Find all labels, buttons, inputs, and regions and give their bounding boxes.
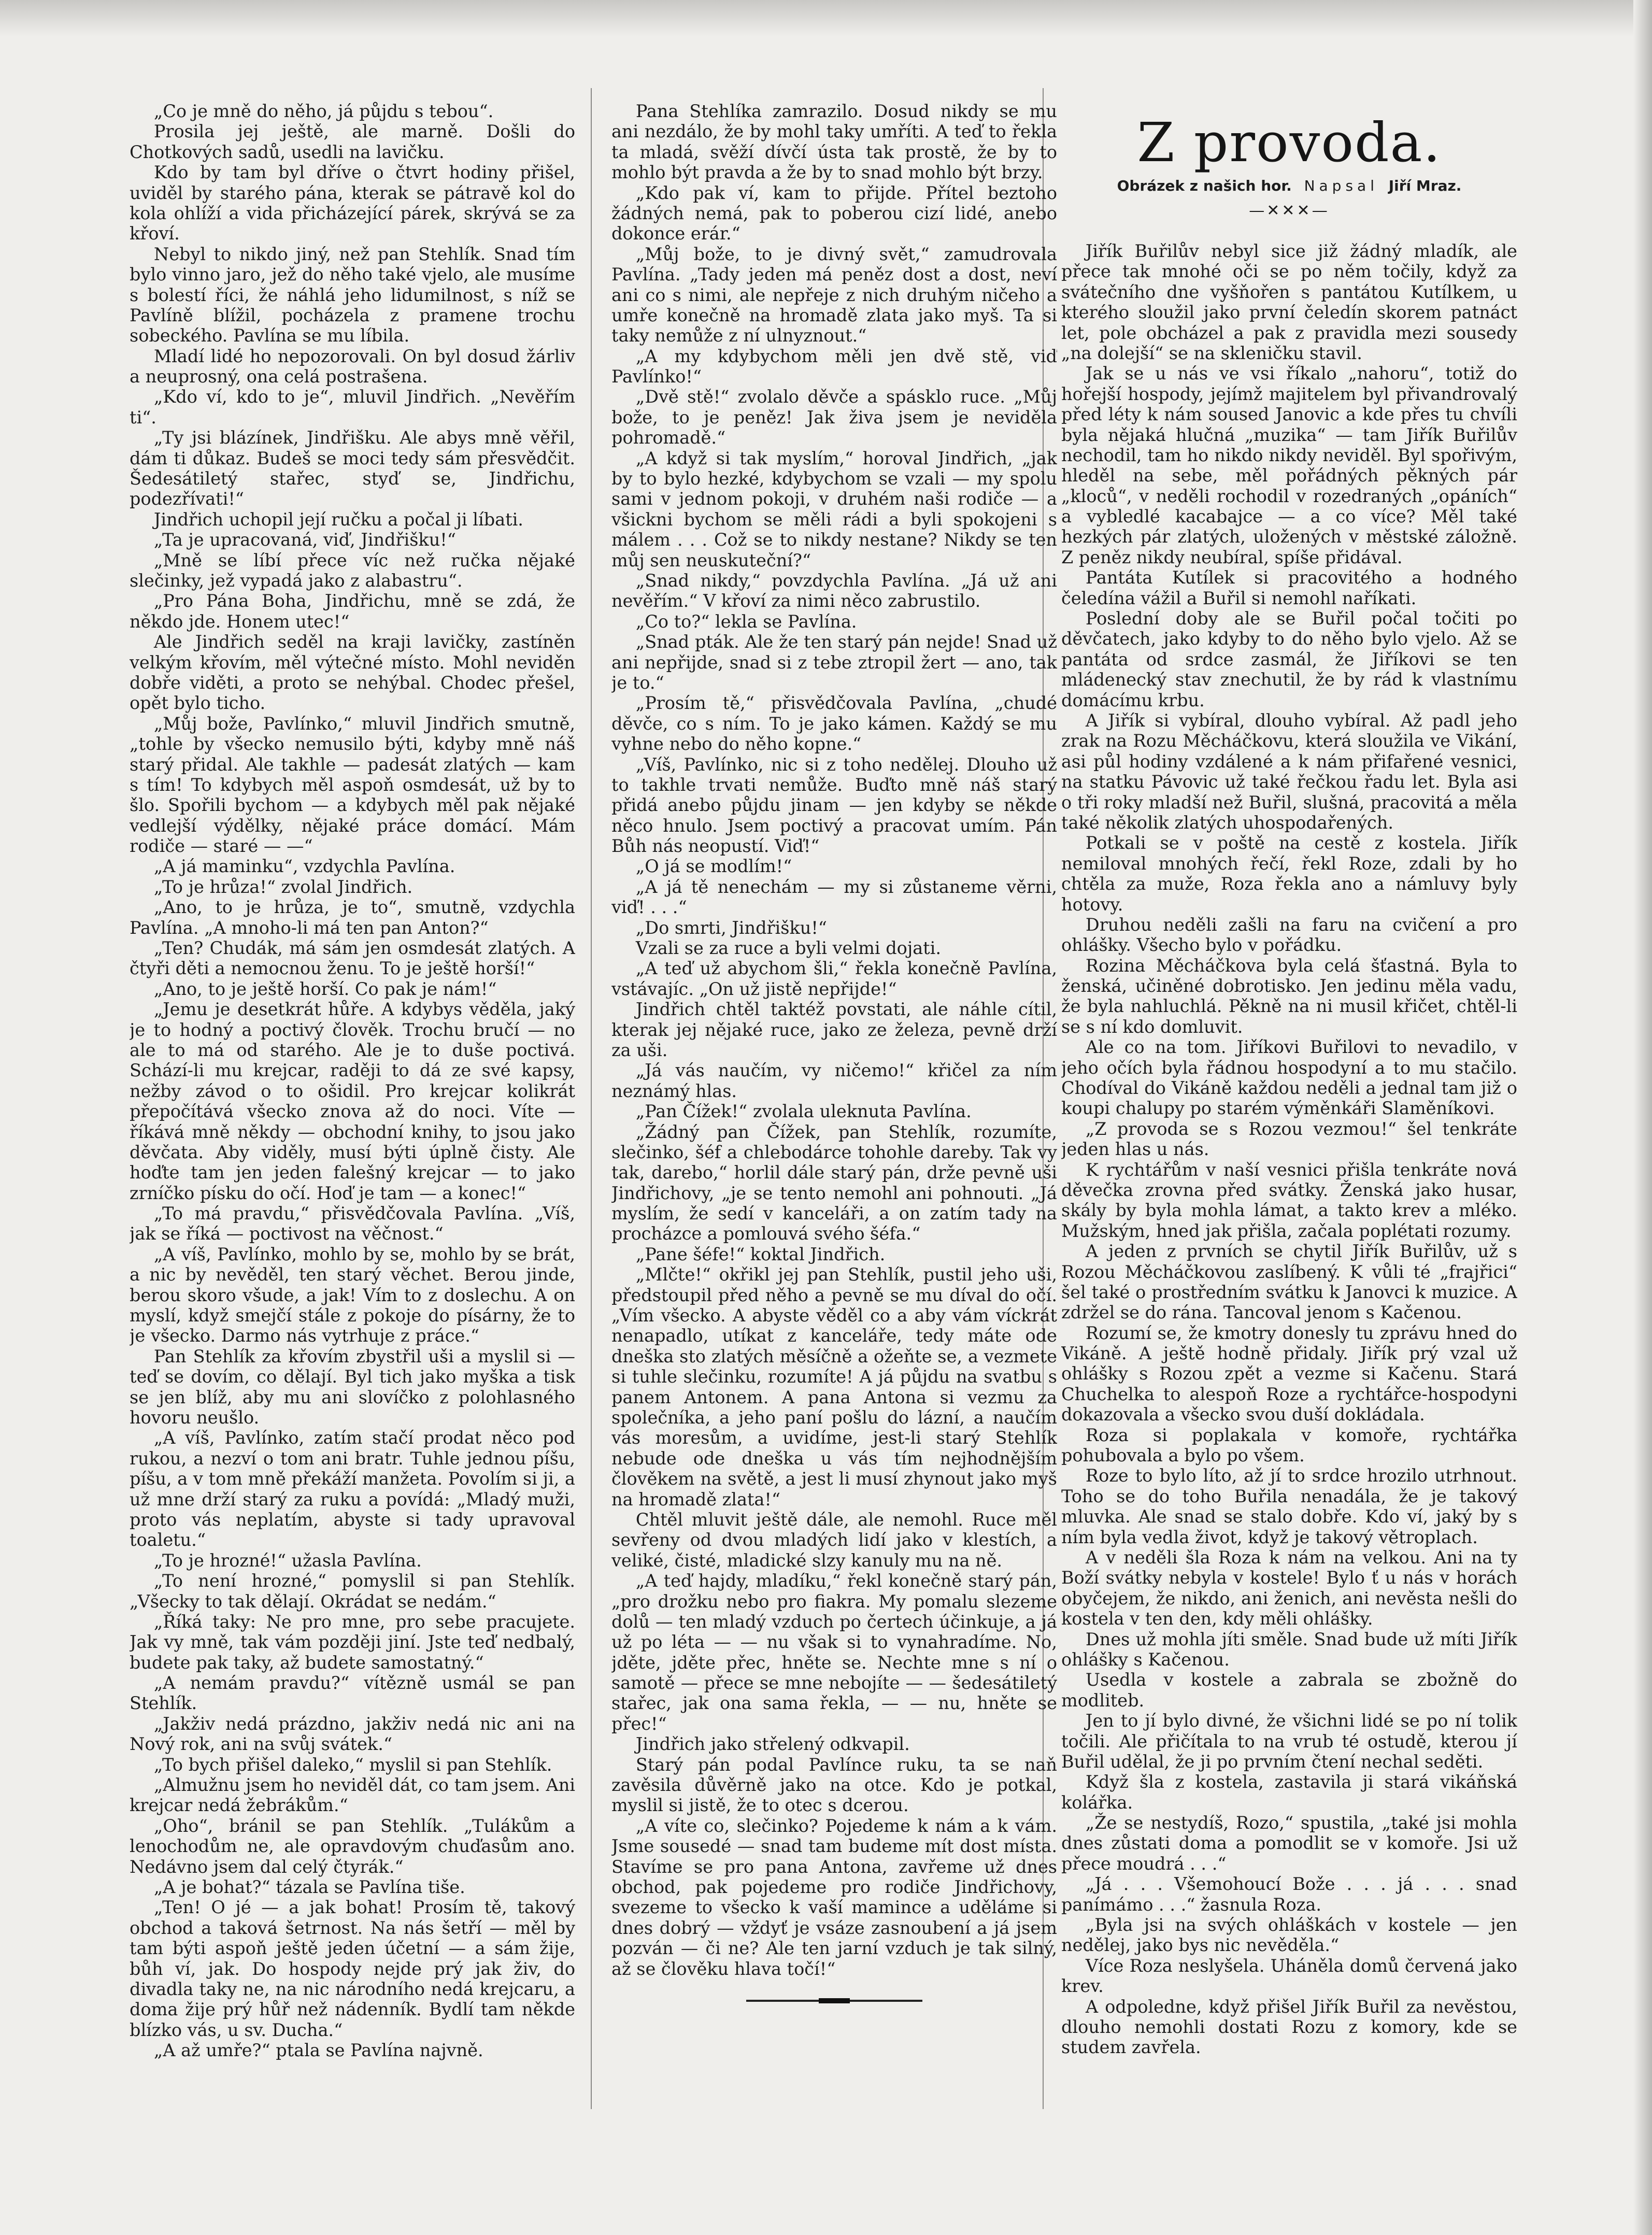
paragraph: Jak se u nás ve vsi říkalo „nahoru“, totiž do hořejší hospody, jejímž majitelem byl přivandrovalý před léty k nám soused Janovic a kde přes tu chvíli byla nějaká hlučná „muzika“ — tam Jiřík Buřilův nechodil, tam ho nikdo nikdy neviděl. Byl spořivým, hleděl na sebe, měl pořádných pěkných pár „kloců“, v neděli rochodil v rozedraných „opáních“ a vybledlé kacabajce — a co více? Měl také hezkých pár zlatých, uložených v městské záložně. Z peněz nikdy neubíral, spíše přidával. [1061,363,1517,567]
paragraph: „Ano, to je ještě horší. Co pak je nám!“ [153,978,497,999]
paragraph: Usedla v kostele a zabrala se zbožně do modliteb. [1061,1670,1517,1711]
paragraph: „A nemám pravdu?“ vítězně usmál se pan Stehlík. [130,1673,575,1714]
column-right-body [1061,241,1517,2058]
paragraph: „Co je mně do něho, já půjdu s tebou“. [153,101,494,121]
story-end-rule [611,2000,1057,2003]
paragraph: „Kdo pak ví, kam to přijde. Přítel beztoho žádných nemá, pak to poberou cizí lidé, anebo dokonce erár.“ [611,182,1057,244]
paragraph: „Ta je upracovaná, viď, Jindřišku!“ [153,530,456,550]
column-middle-body [611,101,1057,1979]
paragraph: „A až umře?“ ptala se Pavlína najvně. [153,2040,483,2061]
paragraph: „A já maminku“, vzdychla Pavlína. [153,856,455,877]
paragraph: Jen to jí bylo divné, že všichni lidé se po ní tolik točili. Ale přičítala to na vrub té ostudě, kterou jí Buřil udělal, že ji po prvním čtení nechal seděti. [1061,1711,1517,1772]
column-right [1061,106,1517,2081]
paragraph: „Ten! O jé — a jak bohat! Prosím tě, takový obchod a taková šetrnost. Na nás šetří — měl by tam býti aspoň ještě jeden účetní — a sám žije, bůh ví, jak. Do hospody nejde prý jak živ, do divadla taky ne, na nic národního nedá krejcaru, a doma žije prý hůř než nádenník. Bydlí tam někde blízko vás, u sv. Ducha.“ [130,1897,575,2040]
paragraph: Vzali se za ruce a byli velmi dojati. [635,938,942,959]
paragraph: „Ty jsi blázínek, Jindřišku. Ale abys mně věřil, dám ti důkaz. Budeš se moci tedy sám přesvědčit. Šedesátiletý stařec, styď se, Jindřichu, podezřívati!“ [130,428,575,509]
paragraph: Kdo by tam byl dříve o čtvrt hodiny přišel, uviděl by starého pána, kterak se pátravě kol do kola ohlíží a vida přicházející párek, skrývá se za křoví. [130,162,575,244]
paragraph: Poslední doby ale se Buřil počal točiti po děvčatech, jako kdyby to do něho bylo vjelo. Až se pantáta od srdce zasmál, že Jiříkovi se ten mládenecký stav znechutil, že by rád k vlastnímu domácímu krbu. [1061,608,1517,710]
paragraph: „Ten? Chudák, má sám jen osmdesát zlatých. A čtyři děti a nemocnou ženu. To je ještě horší!“ [130,938,575,979]
paragraph: Pan Stehlík za křovím zbystřil uši a myslil si — teď se dovím, co dělají. Byl tich jako myška a tisk se jen blíž, aby mu ani slovíčko z polohlasného hovoru neušlo. [130,1346,575,1428]
paragraph: „Můj bože, Pavlínko,“ mluvil Jindřich smutně, „tohle by všecko nemusilo býti, kdyby mně náš starý přidal. Ale takhle — padesát zlatých — kam s tím! To kdybych měl aspoň osmdesát, už by to šlo. Spořili bychom — a kdybych měl pak nějaké vedlejší výdělky, nějaké práce domácí. Mám rodiče — staré — —“ [130,713,575,857]
paragraph: Ale Jindřich seděl na kraji lavičky, zastíněn velkým křovím, měl výtečné místo. Mohl neviděn dobře viděti, a proto se nehýbal. Chodec přešel, opět bylo ticho. [130,632,575,714]
paragraph: „To je hrůza!“ zvolal Jindřich. [153,876,413,897]
paragraph: „A teď už abychom šli,“ řekla konečně Pavlína, vstávajíc. „On už jistě nepřijde!“ [611,958,1057,999]
paragraph: Rozumí se, že kmotry donesly tu zprávu hned do Vikáně. A ještě hodně přidaly. Jiřík prý vzal už ohlášky s Rozou zpět a vezme si Kačenu. Stará Chuchelka to alespoň Roze a rychtářce-hospodyni dokazovala a všecko svou duší dokládala. [1061,1322,1517,1425]
paragraph: „Víš, Pavlínko, nic si z toho nedělej. Dlouho už to takhle trvati nemůže. Buďto mně náš starý přidá anebo půjdu jinam — jen kdyby se někde něco hnulo. Jsem poctivý a pracovat umím. Pán Bůh nás neopustí. Viď!“ [611,754,1057,857]
paragraph: „Jemu je desetkrát hůře. A kdybys věděla, jaký je to hodný a poctivý člověk. Trochu bručí — no ale to má od starého. Ale je to duše poctivá. Schází-li mu krejcar, raději to dá ze své kapsy, nežby závod o to ošidil. Pro krejcar kolikrát přepočítává všecko znova až do noci. Víte — říkává mně někdy — obchodní knihy, to jsou jako děvčata. Aby viděly, musí býti úplně čisty. Ale hoďte tam jen jeden falešný krejcar — to jako zrníčko písku do očí. Hoď je tam — a konec!“ [130,999,575,1203]
story-title: Z provoda. [1137,111,1442,174]
paragraph: „A víte co, slečinko? Pojedeme k nám a k vám. Jsme sousedé — snad tam budeme mít dost místa. Stavíme se pro pana Antona, zavřeme už dnes obchod, pak pojedeme pro rodiče Jindřichovy, svezeme to všecko k vaší mamince a uděláme si dnes dobrý — vždyť je vsáze zasnoubení a já jsem pozván — či ne? Ale ten jarní vzduch je tak silný, až se člověku hlava točí!“ [611,1815,1057,1979]
column-rule-left [591,88,592,2109]
paragraph: Jindřich uchopil její ručku a počal ji líbati. [153,509,523,530]
story-subtitle-line [1061,177,1517,195]
paragraph: A Jiřík si vybíral, dlouho vybíral. Až padl jeho zrak na Rozu Měcháčkovu, která sloužila ve Vikání, asi půl hodiny vzdálené a k nám přifařené vesnici, na statku Pávovic už také řečkou řadu let. Byla asi o tři roky mladší než Buřil, slušná, pracovitá a měla také několik zlatých uhospodařených. [1061,710,1517,833]
paragraph: Mladí lidé ho nepozorovali. On byl dosud žárliv a neuprosný, ona celá postrašena. [130,346,575,387]
paragraph: Pantáta Kutílek si pracovitého a hodného čeledína vážil a Buřil si nemohl naříkati. [1061,567,1517,608]
end-rule-right [850,2000,922,2002]
paragraph: Ale co na tom. Jiříkovi Buřilovi to nevadilo, v jeho očích byla řádnou hospodyní a to mu stačilo. Chodíval do Vikáně každou neděli a jednal tam již o koupi chalupy po starém výměnkáři Slaměníkovi. [1061,1037,1517,1119]
paragraph: A odpoledne, když přišel Jiřík Buřil za nevěstou, dlouho nemohli dostati Rozu z komory, kde se studem zavřela. [1061,1996,1517,2058]
paragraph: „A víš, Pavlínko, zatím stačí prodat něco pod rukou, a nezví o tom ani bratr. Tuhle jednou píšu, píšu, a v tom mně překáží manžeta. Povolím si ji, a už mne drží starý za ruku a povídá: „Mladý muži, proto vás neplatím, abyste si tady upravoval toaletu.“ [130,1428,575,1550]
paragraph: Starý pán podal Pavlínce ruku, ta se naň zavěsila důvěrně jako na otce. Kdo je potkal, myslil si jistě, že to otec s dcerou. [611,1754,1057,1816]
paragraph: Dnes už mohla jíti směle. Snad bude už míti Jiřík ohlášky s Kačenou. [1061,1629,1517,1670]
paragraph: „A já tě nenechám — my si zůstaneme věrni, viď! . . .“ [611,876,1057,918]
paragraph: Roza si poplakala v komoře, rychtářka pohubovala a bylo po všem. [1061,1425,1517,1466]
paragraph: „Já . . . Všemohoucí Bože . . . já . . . snad panímámo . . .“ žasnula Roza. [1061,1874,1517,1915]
column-left [130,101,575,2086]
paragraph: „Oho“, bránil se pan Stehlík. „Tulákům a lenochodům ne, ale opravdovým chuďasům ano. Nedávno jsem dal celý čtyrák.“ [130,1815,575,1877]
paragraph: Když šla z kostela, zastavila ji stará vikáňská kolářka. [1061,1772,1517,1813]
paragraph: „Byla jsi na svých ohláškách v kostele — jen nedělej, jako bys nic nevěděla.“ [1061,1915,1517,1956]
paragraph: Nebyl to nikdo jiný, než pan Stehlík. Snad tím bylo vinno jaro, jež do něho také vjelo, ale musíme s bolestí říci, že náhlá jeho lidumilnost, s níž se Pavlíně blížil, pocházela z pramene trochu sobeckého. Pavlína se mu líbila. [130,244,575,346]
paragraph: Druhou neděli zašli na faru na cvičení a pro ohlášky. Všecho bylo v pořádku. [1061,914,1517,956]
ornament-divider: —✕✕✕— [1249,202,1330,220]
paragraph: A jeden z prvních se chytil Jiřík Buřilův, už s Rozou Měcháčkovou zaslíbený. K vůli té „frajřici“ šel také o prostředním svátku k Janovci k muzice. A zdržel se do rána. Tancoval jenom s Kačenou. [1061,1241,1517,1323]
paragraph: „Snad pták. Ale že ten starý pán nejde! Snad už ani nepřijde, snad si z tebe ztropil žert — ano, tak je to.“ [611,632,1057,693]
column-middle [611,101,1057,2029]
story-author: Jiří Mraz. [1388,177,1462,194]
paragraph: „A když si tak myslím,“ horoval Jindřich, „jak by to bylo hezké, kdybychom se vzali — my spolu sami v jednom pokoji, v druhém naši rodiče — a všickni bychom se měli rádi a byli spokojeni s málem . . . Což se to nikdy nestane? Nikdy se ten můj sen neuskuteční?“ [611,448,1057,571]
paragraph: „To je hrozné!“ užasla Pavlína. [153,1550,422,1571]
paragraph: „Říká taky: Ne pro mne, pro sebe pracujete. Jak vy mně, tak vám později jiní. Jste teď nedbalý, budete pak taky, až budete samostatný.“ [130,1611,575,1673]
paragraph: „Mlčte!“ okřikl jej pan Stehlík, pustil jeho uši, předstoupil před něho a pevně se mu díval do očí. „Vím všecko. A abyste věděl co a aby vám víckrát nenapadlo, utíkat z kanceláře, tedy máte ode dneška sto zlatých měsíčně a ožeňte se, a vezmete si tuhle slečinku, rozumíte! A já půjdu na svatbu s panem Antonem. A pana Antona si vezmu za společníka, a jeho paní pošlu do lázní, a naučím vás moresům, a uvidíme, jest-li starý Stehlík nebude ode dneška u vás tím nejhodnějším člověkem na světě, a jest li musí zhynout jako myš na hromadě zlata!“ [611,1264,1057,1510]
paragraph: „O já se modlím!“ [635,856,792,877]
paragraph: „Žádný pan Čížek, pan Stehlík, rozumíte, slečinko, šéf a chlebodárce tohohle dareby. Tak vy tak, darebo,“ horlil dále starý pán, drže pevně uši Jindřichovy, „je se tento nemohl ani pohnouti. „Já myslím, že sedí v kanceláři, a on zatím tady na procházce a pomlouvá svého šéfa.“ [611,1121,1057,1244]
paragraph: „To není hrozné,“ pomyslil si pan Stehlík. „Všecky to tak dělají. Okrádat se nedám.“ [130,1571,575,1612]
paragraph: „Ano, to je hrůza, je to“, smutně, vzdychla Pavlína. „A mnoho-li má ten pan Anton?“ [130,897,575,938]
paragraph: „Pane šéfe!“ koktal Jindřich. [635,1244,886,1264]
paragraph: „Almužnu jsem ho neviděl dát, co tam jsem. Ani krejcar nedá žebrákům.“ [130,1775,575,1816]
page-right-edge [1633,0,1652,2235]
paragraph: Pana Stehlíka zamrazilo. Dosud nikdy se mu ani nezdálo, že by mohl taky umříti. A teď to řekla ta mladá, svěží dívčí ústa tak prostě, že by to mohlo být pravda a že by to snad mohlo být brzy. [611,101,1057,183]
paragraph: Roze to bylo líto, až jí to srdce hrozilo utrhnout. Toho se do toho Buřila nenadála, že je takový mluvka. Ale snad se stalo dobře. Kdo ví, jaký by s ním byla vedla život, když je takový větroplach. [1061,1465,1517,1547]
story-subtitle: Obrázek z našich hor. [1117,177,1292,194]
paragraph: „Co to?“ lekla se Pavlína. [635,611,857,632]
paragraph: „Prosím tě,“ přisvědčovala Pavlína, „chudé děvče, co s ním. To je jako kámen. Každý se mu vyhne nebo do něho kopne.“ [611,693,1057,755]
paragraph: Jindřich jako střelený odkvapil. [635,1734,910,1755]
paragraph: „Pan Čížek!“ zvolala uleknuta Pavlína. [635,1101,972,1122]
paragraph: „Že se nestydíš, Rozo,“ spustila, „také jsi mohla dnes zůstati doma a pomodlit se v komoře. Jsi už přece moudrá . . .“ [1061,1813,1517,1874]
paragraph: „Pro Pána Boha, Jindřichu, mně se zdá, že někdo jde. Honem utec!“ [130,591,575,632]
paragraph: „A víš, Pavlínko, mohlo by se, mohlo by se brát, a nic by nevěděl, ten starý věchet. Berou jinde, berou skoro všude, a jak! Vím to z doslechu. A on myslí, když smejčí stále z pokoje do písárny, že to je všecko. Darmo nás vytrhuje z práce.“ [130,1244,575,1346]
paragraph: Prosila jej ještě, ale marně. Došli do Chotkových sadů, usedli na lavičku. [130,121,575,162]
paragraph: A v neděli šla Roza k nám na velkou. Ani na ty Boží svátky nebyla v kostele! Bylo ť u nás v horách obyčejem, že nikdo, ani ženich, ani nevěsta nešli do kostela v ten den, kdy měli ohlášky. [1061,1547,1517,1629]
byline-prefix: Napsal [1304,177,1378,194]
paragraph: „Do smrti, Jindřišku!“ [635,917,827,938]
paragraph: „Mně se líbí přece víc než ručka nějaké slečinky, jež vypadá jako z alabastru“. [130,550,575,591]
paragraph: „A my kdybychom měli jen dvě stě, viď Pavlínko!“ [611,346,1057,387]
paragraph: „Kdo ví, kdo to je“, mluvil Jindřich. „Nevěřím ti“. [130,387,575,428]
paragraph: Více Roza neslyšela. Uháněla domů červená jako krev. [1061,1955,1517,1997]
paragraph: „To má pravdu,“ přisvědčovala Pavlína. „Víš, jak se říká — poctivost na věčnost.“ [130,1203,575,1244]
paragraph: Chtěl mluvit ještě dále, ale nemohl. Ruce měl sevřeny od dvou mladých lidí jako v klestích, a veliké, čisté, mladické slzy kanuly mu na ně. [611,1509,1057,1571]
paragraph: Potkali se v poště na cestě z kostela. Jiřík nemiloval mnohých řečí, řekl Roze, zdali by ho chtěla za muže, Roza řekla ano a námluvy byly hotovy. [1061,833,1517,915]
paragraph: „A je bohat?“ tázala se Pavlína tiše. [153,1876,465,1897]
paragraph: Jiřík Buřilův nebyl sice již žádný mladík, ale přece tak mnohé oči se po něm točily, když za svátečního dne vyšňořen s pantátou Kutílkem, u kterého sloužil jako první čeledín skorem patnáct let, pole obcházel a pak z pravidla mezi sousedy „na dolejší“ se na skleničku stavil. [1061,241,1517,363]
paragraph: „Já vás naučím, vy ničemo!“ křičel za ním neznámý hlas. [611,1060,1057,1101]
paragraph: „Jakživ nedá prázdno, jakživ nedá nic ani na Nový rok, ani na svůj svátek.“ [130,1713,575,1755]
paragraph: „Z provoda se s Rozou vezmou!“ šel tenkráte jeden hlas u nás. [1061,1118,1517,1160]
end-rule-mid [819,1998,850,2003]
paragraph: „Snad nikdy,“ povzdychla Pavlína. „Já už ani nevěřím.“ V křoví za nimi něco zabrustilo. [611,570,1057,611]
paragraph: Rozina Měcháčkova byla celá šťastná. Byla to ženská, učiněné dobrotisko. Jen jedinu měla vadu, že byla nahluchlá. Pěkně na ni musil křičet, chtěl-li se s ní kdo domluvit. [1061,955,1517,1037]
paragraph: K rychtářům v naší vesnici přišla tenkráte nová děvečka zrovna před svátky. Ženská jako husar, skály by byla mohla lámat, a takto krev a mléko. Mužským, hned jak přišla, začala poplétati rozumy. [1061,1159,1517,1241]
paragraph: „A teď hajdy, mladíku,“ řekl konečně starý pán, „pro drožku nebo pro fiakra. My pomalu slezeme dolů — ten mladý vzduch po čertech účinkuje, a já už po léta — — nu však si to vynahradíme. No, jděte, jděte přec, hněte se. Nechte mne s ní o samotě — přece se mne nebojíte — — šedesátiletý stařec, jak ona sama řekla, — — nu, hněte se přec!“ [611,1571,1057,1734]
paragraph: „Dvě stě!“ zvolalo děvče a spásklo ruce. „Můj bože, to je peněz! Jak živa jsem je neviděla pohromadě.“ [611,387,1057,448]
paragraph: „Můj bože, to je divný svět,“ zamudrovala Pavlína. „Tady jeden má peněz dost a dost, neví ani co s nimi, ale nepřeje z nich druhým ničeho a umře konečně na hromadě zlata jako myš. Ta si taky nemůže z ní ulnyznout.“ [611,244,1057,346]
page-top-shadow [0,0,1652,36]
end-rule-left [746,2000,819,2002]
paragraph: „To bych přišel daleko,“ myslil si pan Stehlík. [153,1754,552,1775]
paragraph: Jindřich chtěl taktéž povstati, ale náhle cítil, kterak jej nějaké ruce, jako ze železa, pevně drží za uši. [611,999,1057,1060]
